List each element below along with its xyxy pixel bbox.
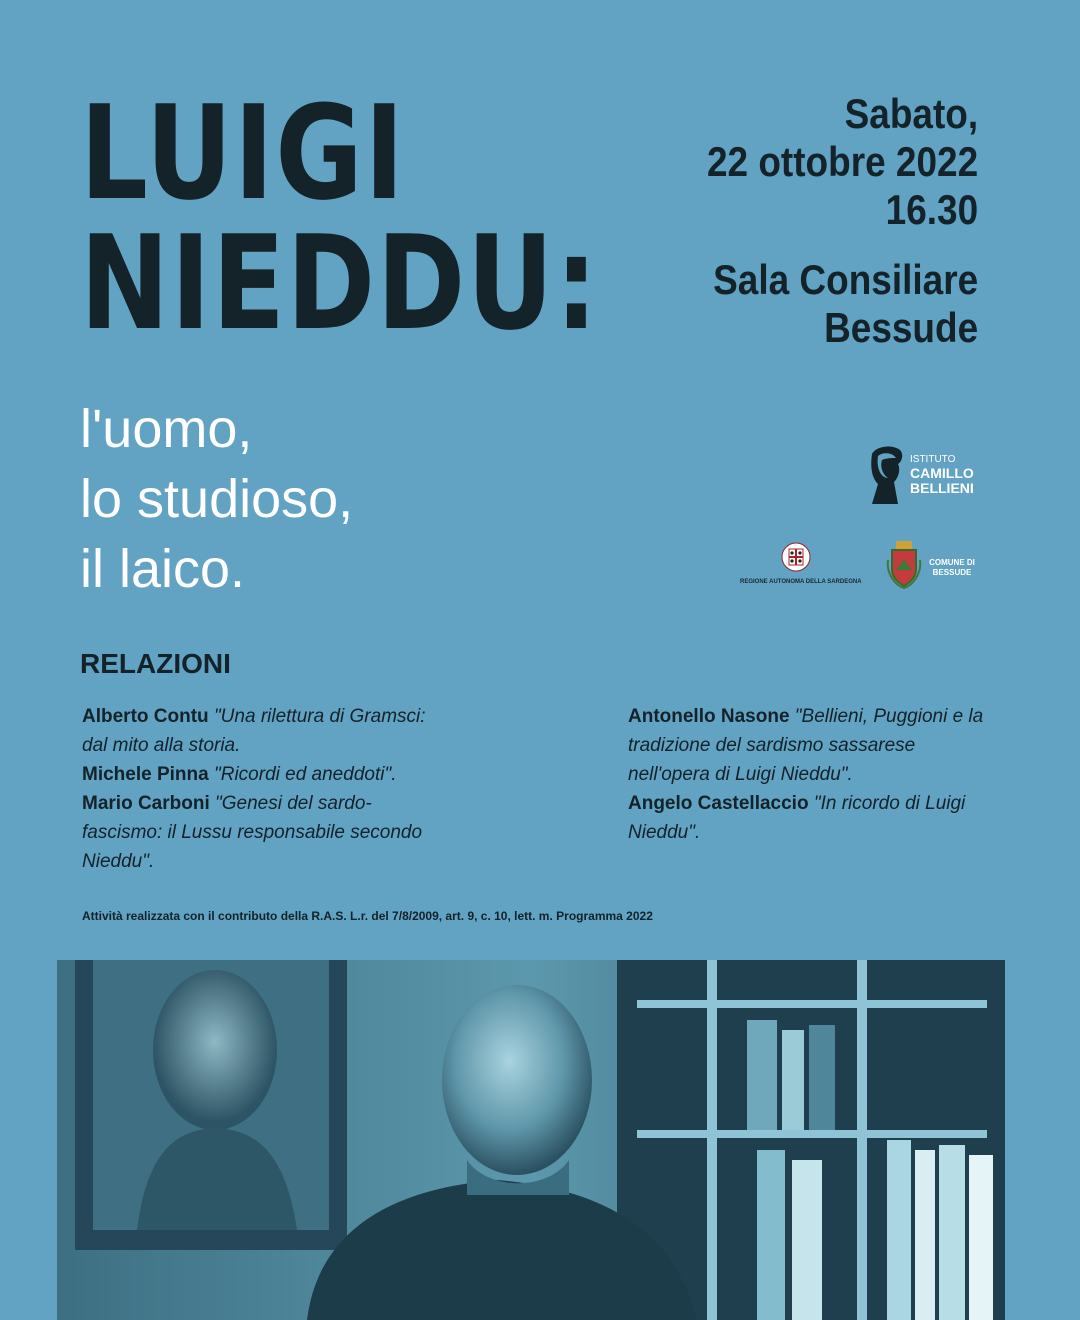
- event-subtitle: [80, 394, 353, 604]
- istituto-name-1: CAMILLO: [910, 465, 974, 481]
- speaker-name: Michele Pinna: [82, 764, 209, 785]
- subtitle-line-3: il laico.: [80, 539, 246, 599]
- comune-bessude-logo: [886, 540, 986, 590]
- speaker-name: Antonello Nasone: [628, 706, 790, 727]
- event-title: [80, 77, 600, 359]
- talk-title: "Ricordi ed aneddoti".: [213, 764, 397, 785]
- bellieni-portrait-icon: [868, 444, 906, 506]
- speaker-name: Angelo Castellaccio: [628, 793, 809, 814]
- speaker-name: Alberto Contu: [82, 706, 209, 727]
- relazioni-right-column: [628, 702, 988, 847]
- subtitle-line-2: lo studioso,: [80, 469, 354, 529]
- speaker-name: Mario Carboni: [82, 793, 210, 814]
- title-line-2: NIEDDU:: [80, 207, 600, 359]
- talk-title: "In ricordo di Luigi Nieddu".: [628, 793, 966, 843]
- portrait-photo-image: [57, 960, 1005, 1320]
- talk-title: "Una rilettura di Gramsci: dal mito alla storia.: [82, 706, 426, 756]
- event-time: 16.30: [885, 186, 978, 233]
- relazione-item: [82, 760, 442, 789]
- istituto-label: ISTITUTO: [910, 454, 956, 465]
- relazione-item: [82, 702, 442, 760]
- comune-crest-icon: [886, 540, 922, 590]
- relazione-item: [628, 702, 988, 789]
- relazioni-heading: RELAZIONI: [80, 648, 231, 679]
- comune-label-1: COMUNE DI: [929, 558, 975, 567]
- title-line-1: LUIGI: [80, 77, 406, 229]
- relazione-item: [628, 789, 988, 847]
- relazione-item: [82, 789, 442, 876]
- venue-line-1: Sala Consiliare: [712, 256, 978, 303]
- event-date: 22 ottobre 2022: [706, 138, 978, 185]
- luigi-nieddu-photo: [57, 960, 1005, 1320]
- talk-title: "Genesi del sardo-fascismo: il Lussu responsabile secondo Nieddu".: [82, 793, 423, 872]
- istituto-name-2: BELLIENI: [910, 480, 974, 496]
- funding-note: Attività realizzata con il contributo della R.A.S. L.r. del 7/8/2009, art. 9, c. 10, lett. m. Programma 2022: [82, 909, 653, 923]
- event-venue: [707, 256, 978, 352]
- istituto-bellieni-logo: [868, 444, 983, 506]
- regione-crest-icon: [781, 542, 811, 572]
- comune-label-2: BESSUDE: [932, 568, 972, 577]
- event-day: Sabato,: [844, 90, 978, 137]
- regione-sardegna-logo: [740, 542, 862, 585]
- regione-label: REGIONE AUTONOMA DELLA SARDEGNA: [740, 579, 862, 585]
- relazioni-left-column: [82, 702, 442, 876]
- talk-title: "Bellieni, Puggioni e la tradizione del sardismo sassarese nell'opera di Luigi Nieddu".: [628, 706, 984, 785]
- venue-line-2: Bessude: [823, 304, 978, 351]
- subtitle-line-1: l'uomo,: [80, 399, 253, 459]
- event-info: [707, 90, 978, 352]
